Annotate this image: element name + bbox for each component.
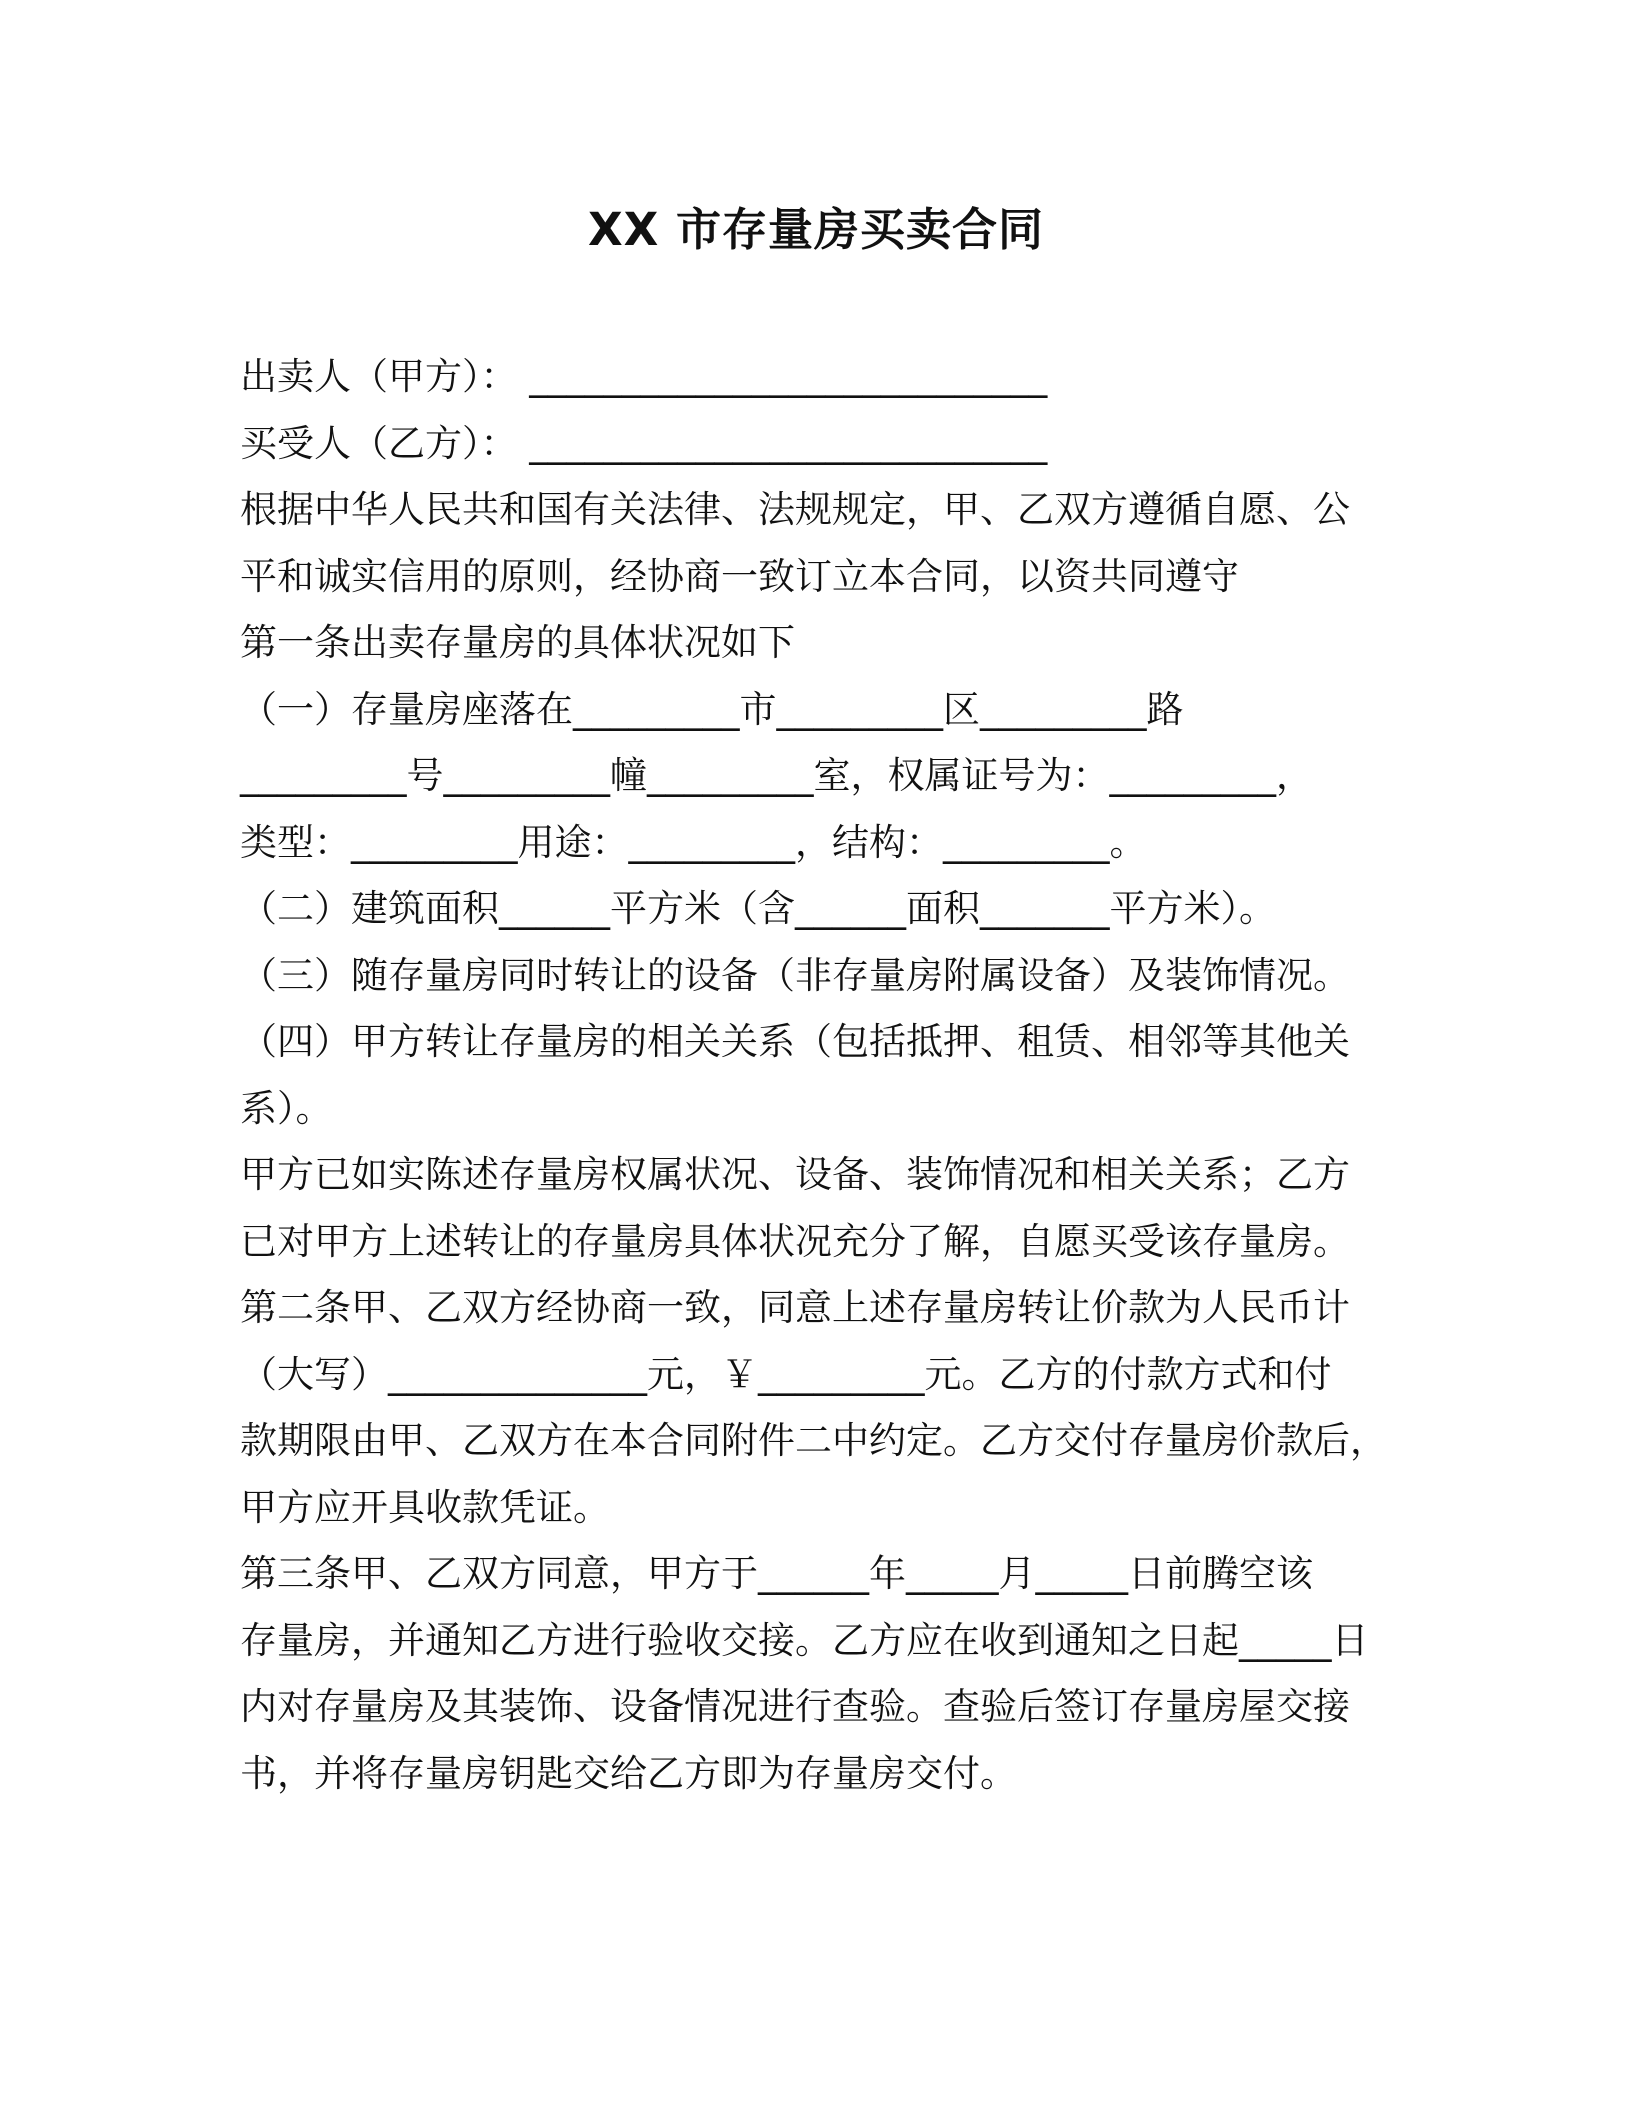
document-title: XX 市存量房买卖合同 xyxy=(587,203,1045,256)
clause-line: （二）建筑面积______平方米（含______面积_______平方米）。 xyxy=(240,887,1276,930)
article-line: 甲方应开具收款凭证。 xyxy=(240,1485,610,1529)
clause-line: （三）随存量房同时转让的设备（非存量房附属设备）及装饰情况。 xyxy=(240,953,1350,997)
preamble-line: 根据中华人民共和国有关法律、法规规定，甲、乙双方遵循自愿、公 xyxy=(240,488,1350,531)
paragraph-line: 甲方已如实陈述存量房权属状况、设备、装饰情况和相关关系；乙方 xyxy=(240,1153,1350,1196)
article-line: 第二条甲、乙双方经协商一致，同意上述存量房转让价款为人民币计 xyxy=(240,1286,1350,1329)
clause-line: _________号_________幢_________室，权属证号为：_________， xyxy=(240,754,1313,797)
preamble-line: 平和诚实信用的原则，经协商一致订立本合同，以资共同遵守 xyxy=(240,554,1239,598)
article-heading: 第一条出卖存量房的具体状况如下 xyxy=(240,621,795,664)
buyer-line: 买受人（乙方）： ____________________________ xyxy=(240,421,1048,465)
article-line: 第三条甲、乙双方同意，甲方于______年_____月_____日前腾空该 xyxy=(240,1552,1313,1595)
clause-line: （一）存量房座落在_________市_________区_________路 xyxy=(240,687,1184,731)
paragraph-line: 已对甲方上述转让的存量房具体状况充分了解，自愿买受该存量房。 xyxy=(240,1219,1350,1263)
clause-line: （四）甲方转让存量房的相关关系（包括抵押、租赁、相邻等其他关 xyxy=(240,1020,1350,1063)
clause-line: 系）。 xyxy=(240,1086,333,1130)
clause-line: 类型：_________用途：_________，结构：_________。 xyxy=(240,820,1147,864)
article-line: （大写）______________元，￥_________元。乙方的付款方式和付 xyxy=(240,1352,1332,1396)
article-line: 书，并将存量房钥匙交给乙方即为存量房交付。 xyxy=(240,1751,1017,1795)
article-line: 存量房，并通知乙方进行验收交接。乙方应在收到通知之日起_____日 xyxy=(240,1618,1369,1662)
article-line: 内对存量房及其装饰、设备情况进行查验。查验后签订存量房屋交接 xyxy=(240,1685,1350,1728)
article-line: 款期限由甲、乙双方在本合同附件二中约定。乙方交付存量房价款后， xyxy=(240,1419,1387,1462)
document-body xyxy=(240,344,1420,1807)
seller-line: 出卖人（甲方）： ____________________________ xyxy=(240,355,1048,398)
